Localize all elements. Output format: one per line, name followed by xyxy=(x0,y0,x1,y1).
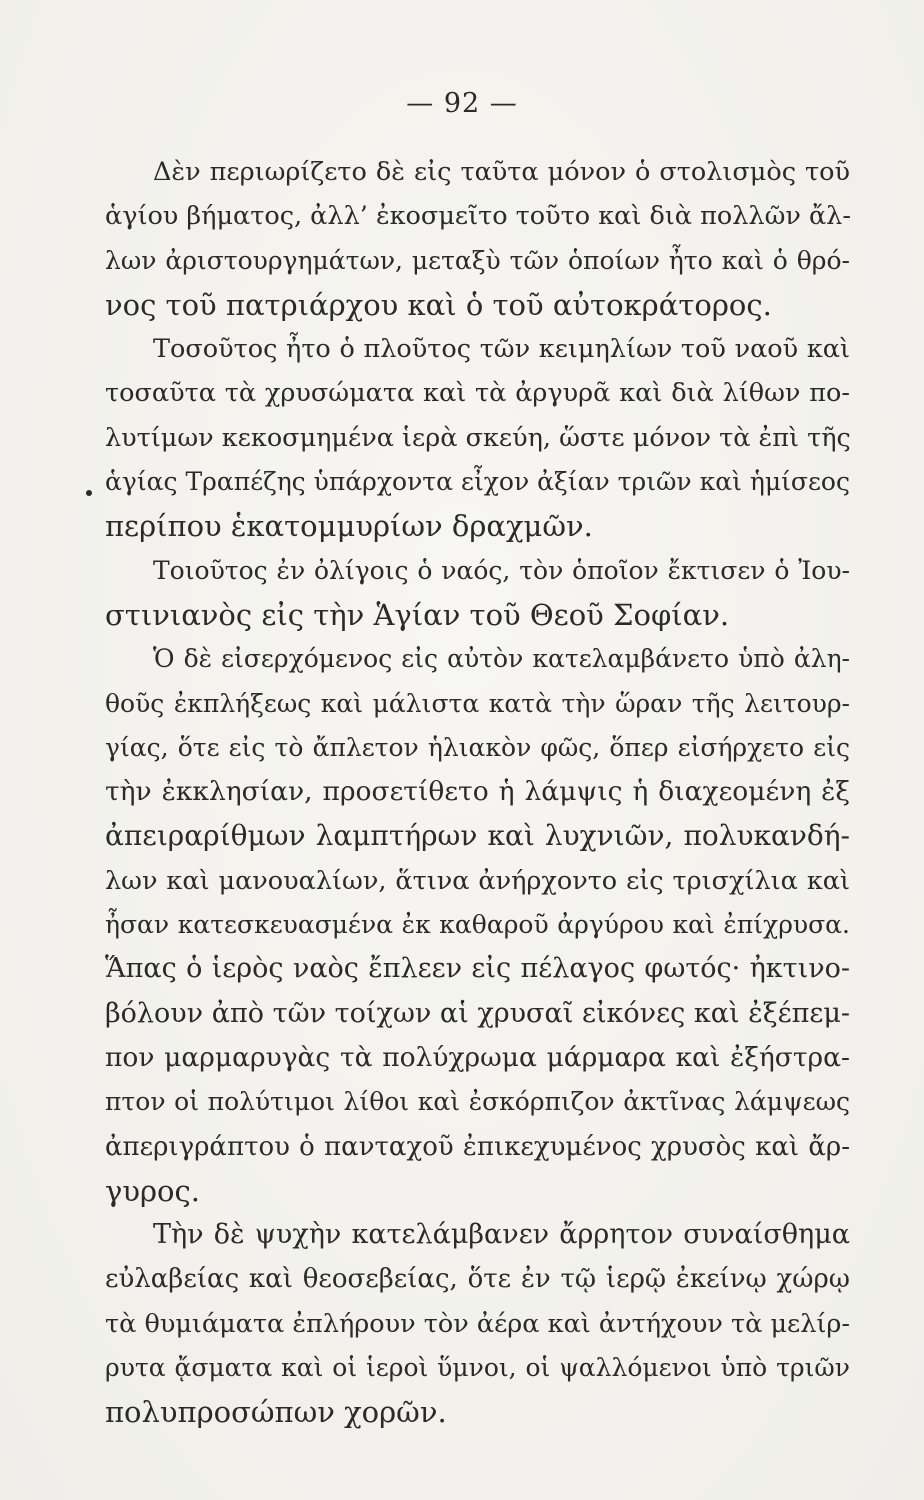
text-line: πον μαρμαρυγὰς τὰ πολύχρωμα μάρμαρα καὶ ἐξήστρα- xyxy=(105,1041,850,1073)
text-line: πτον οἱ πολύτιμοι λίθοι καὶ ἐσκόρπιζον ἀκτῖνας λάμψεως xyxy=(105,1087,850,1117)
text-line: νος τοῦ πατριάρχου καὶ ὁ τοῦ αὐτοκράτορος. xyxy=(105,287,772,322)
text-line: τοσαῦτα τὰ χρυσώματα καὶ τὰ ἀργυρᾶ καὶ διὰ λίθων πο- xyxy=(105,378,850,409)
text-line: στινιανὸς εἰς τὴν Ἁγίαν τοῦ Θεοῦ Σοφίαν. xyxy=(105,597,730,632)
text-line: ἁγίας Τραπέζης ὑπάρχοντα εἶχον ἀξίαν τριῶν καὶ ἡμίσεος xyxy=(105,467,850,497)
paragraph-3 xyxy=(105,549,850,638)
text-line: ρυτα ᾄσματα καὶ οἱ ἱεροὶ ὕμνοι, οἱ ψαλλόμενοι ὑπὸ τριῶν xyxy=(105,1353,850,1383)
page-number: — 92 — xyxy=(406,88,518,119)
text-line: γίας, ὅτε εἰς τὸ ἄπλετον ἡλιακὸν φῶς, ὅπερ εἰσήρχετο εἰς xyxy=(105,732,850,762)
text-line: Ὁ δὲ εἰσερχόμενος εἰς αὐτὸν κατελαμβάνετο ὑπὸ ἀλη- xyxy=(153,644,850,674)
paragraph-4 xyxy=(105,637,850,1213)
paragraph-5 xyxy=(105,1213,850,1434)
text-line: λων ἀριστουργημάτων, μεταξὺ τῶν ὁποίων ἦτο καὶ ὁ θρό- xyxy=(105,245,850,275)
text-line: περίπου ἑκατομμυρίων δραχμῶν. xyxy=(105,509,593,544)
margin-dot xyxy=(86,490,92,496)
text-line: ἀπεριγράπτου ὁ πανταχοῦ ἐπικεχυμένος χρυσὸς καὶ ἄρ- xyxy=(105,1131,850,1162)
text-line: βόλουν ἀπὸ τῶν τοίχων αἱ χρυσαῖ εἰκόνες καὶ ἐξέπεμ- xyxy=(105,997,850,1029)
text-line: Δὲν περιωρίζετο δὲ εἰς ταῦτα μόνον ὁ στολισμὸς τοῦ xyxy=(153,157,850,187)
text-line: Τοσοῦτος ἦτο ὁ πλοῦτος τῶν κειμηλίων τοῦ ναοῦ καὶ xyxy=(153,334,850,365)
text-line: Τὴν δὲ ψυχὴν κατελάμβανεν ἄρρητον συναίσθημα xyxy=(153,1219,850,1251)
text-line: ἀπειραρίθμων λαμπτήρων καὶ λυχνιῶν, πολυκανδή- xyxy=(105,819,850,853)
text-line: πολυπροσώπων χορῶν. xyxy=(105,1395,447,1430)
paragraph-1 xyxy=(105,150,850,327)
text-line: Ἅπας ὁ ἱερὸς ναὸς ἔπλεεν εἰς πέλαγος φωτός· ἠκτινο- xyxy=(105,953,850,985)
text-line: τὴν ἐκκλησίαν, προσετίθετο ἡ λάμψις ἡ διαχεομένη ἐξ xyxy=(105,776,850,808)
text-line: εὐλαβείας καὶ θεοσεβείας, ὅτε ἐν τῷ ἱερῷ ἐκείνῳ χώρῳ xyxy=(105,1264,850,1295)
paragraph-2 xyxy=(105,327,850,548)
text-line: λων καὶ μανουαλίων, ἅτινα ἀνήρχοντο εἰς τρισχίλια καὶ xyxy=(105,865,850,896)
body-text xyxy=(105,150,850,1435)
text-line: τὰ θυμιάματα ἐπλήρουν τὸν ἀέρα καὶ ἀντήχουν τὰ μελίρ- xyxy=(105,1308,850,1339)
text-line: γυρος. xyxy=(105,1173,200,1208)
text-line: θοῦς ἐκπλήξεως καὶ μάλιστα κατὰ τὴν ὥραν τῆς λειτουρ- xyxy=(105,688,850,718)
text-line: ἦσαν κατεσκευασμένα ἐκ καθαροῦ ἀργύρου καὶ ἐπίχρυσα. xyxy=(105,910,850,940)
text-line: Τοιοῦτος ἐν ὀλίγοις ὁ ναός, τὸν ὁποῖον ἔκτισεν ὁ Ἰου- xyxy=(153,555,850,585)
text-line: ἁγίου βήματος, ἀλλ’ ἐκοσμεῖτο τοῦτο καὶ διὰ πολλῶν ἄλ- xyxy=(105,201,851,232)
text-line: λυτίμων κεκοσμημένα ἱερὰ σκεύη, ὥστε μόνον τὰ ἐπὶ τῆς xyxy=(105,422,851,453)
